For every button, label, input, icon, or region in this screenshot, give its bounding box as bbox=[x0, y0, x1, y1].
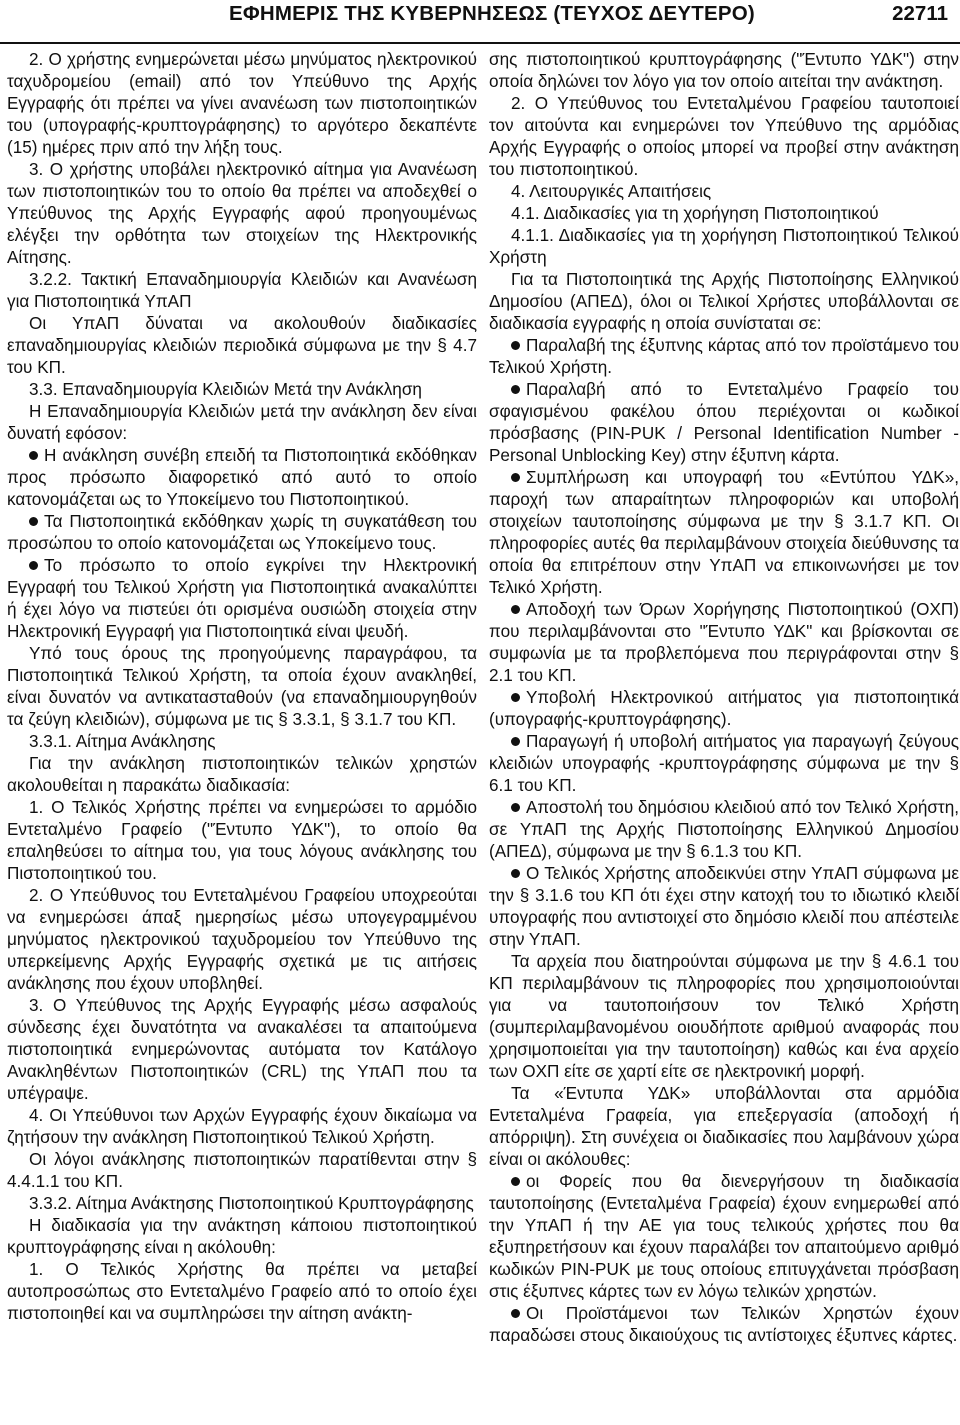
paragraph-text: Οι Προϊστάμενοι των Τελικών Χρηστών έχουν παραδώσει στους δικαιούχους τις αντίστοιχες έξυπνες κάρτες. bbox=[489, 1303, 959, 1345]
paragraph bbox=[7, 1258, 477, 1324]
paragraph-text: 3. Ο χρήστης υποβάλει ηλεκτρονικό αίτημα για Ανανέωση των πιστοποιητικών του το οποίο θα πρέπει να αποδεχθεί ο Υπεύθυνος της Αρχής Εγγραφής αφού προηγουμένως ελέγξει την ορθότητα των στοιχείων της Ηλεκτρονικής Αίτησης. bbox=[7, 159, 477, 267]
bullet-paragraph bbox=[489, 466, 959, 598]
paragraph-text: 3.2.2. Τακτική Επαναδημιουργία Κλειδιών και Ανανέωση για Πιστοποιητικά ΥπΑΠ bbox=[7, 269, 477, 311]
gazette-title: ΕΦΗΜΕΡΙΣ ΤΗΣ ΚΥΒΕΡΝΗΣΕΩΣ (ΤΕΥΧΟΣ ΔΕΥΤΕΡΟ) bbox=[229, 2, 755, 25]
paragraph-text: Υποβολή Ηλεκτρονικού αιτήματος για πιστοποιητικά (υπογραφής-κρυπτογράφησης). bbox=[489, 687, 959, 729]
paragraph-text: Για την ανάκληση πιστοποιητικών τελικών χρηστών ακολουθείται η παρακάτω διαδικασία: bbox=[7, 753, 477, 795]
paragraph bbox=[7, 752, 477, 796]
paragraph bbox=[7, 1214, 477, 1258]
paragraph-text: Οι λόγοι ανάκλησης πιστοποιητικών παρατίθενται στην § 4.4.1.1 του ΚΠ. bbox=[7, 1149, 477, 1191]
paragraph bbox=[489, 1082, 959, 1170]
bullet-paragraph bbox=[7, 554, 477, 642]
paragraph-text: Αποστολή του δημόσιου κλειδιού από τον Τελικό Χρήστη, σε ΥπΑΠ της Αρχής Πιστοποίησης Ελληνικού Δημοσίου (ΑΠΕΔ), σύμφωνα με την § 6.1.3 του ΚΠ. bbox=[489, 797, 959, 861]
paragraph-text: Η ανάκληση συνέβη επειδή τα Πιστοποιητικά εκδόθηκαν προς πρόσωπο διαφορετικό από αυτό το οποίο κατονομάζεται ως το Υποκείμενο του Πιστοποιητικού. bbox=[7, 445, 477, 509]
bullet-paragraph bbox=[489, 796, 959, 862]
paragraph bbox=[7, 1104, 477, 1148]
bullet-icon bbox=[511, 693, 520, 702]
page-number: 22711 bbox=[892, 2, 948, 25]
paragraph-text: Ο Τελικός Χρήστης αποδεικνύει στην ΥπΑΠ σύμφωνα με την § 3.1.6 του ΚΠ ότι έχει στην κατοχή του το ιδιωτικό κλειδί υπογραφής που αντιστοιχεί στο δημόσιο κλειδί που απέστειλε στην ΥπΑΠ. bbox=[489, 863, 959, 949]
bullet-icon bbox=[511, 385, 520, 394]
bullet-paragraph bbox=[489, 730, 959, 796]
paragraph bbox=[7, 400, 477, 444]
bullet-paragraph bbox=[7, 444, 477, 510]
paragraph-text: Αποδοχή των Όρων Χορήγησης Πιστοποιητικού (ΟΧΠ) που περιλαμβάνονται στο "Έντυπο ΥΔΚ" και βρίσκονται σε συμφωνία με τα προβλεπόμενα που περιγράφονται στην § 2.1 του ΚΠ. bbox=[489, 599, 959, 685]
bullet-paragraph bbox=[489, 1170, 959, 1302]
paragraph-text: Για τα Πιστοποιητικά της Αρχής Πιστοποίησης Ελληνικού Δημοσίου (ΑΠΕΔ), όλοι οι Τελικοί Χρήστες υποβάλλονται σε διαδικασία εγγραφής η οποία συνίσταται σε: bbox=[489, 269, 959, 333]
paragraph bbox=[7, 1192, 477, 1214]
paragraph bbox=[7, 268, 477, 312]
paragraph-text: Τα αρχεία που διατηρούνται σύμφωνα με την § 4.6.1 του ΚΠ περιλαμβάνουν τις πληροφορίες που χρησιμοποιούνται για να ταυτοποιήσουν τον Τελικό Χρήστη (συμπεριλαμβανομένου οιουδήποτε αριθμού αναφοράς που χρησιμοποιείται για την ταυτοποίηση) καθώς και ένα αρχείο των ΟΧΠ είτε σε χαρτί είτε σε ηλεκτρονική μορφή. bbox=[489, 951, 959, 1081]
right-column bbox=[489, 48, 959, 1346]
bullet-paragraph bbox=[489, 1302, 959, 1346]
paragraph-text: 1. Ο Τελικός Χρήστης θα πρέπει να μεταβεί αυτοπροσώπως στο Εντεταλμένο Γραφείο από το οποίο έχει πιστοποιηθεί και να συμπληρώσει την αίτηση ανάκτη- bbox=[7, 1259, 477, 1323]
paragraph-text: 3.3.1. Αίτημα Ανάκλησης bbox=[29, 731, 216, 751]
paragraph bbox=[489, 268, 959, 334]
paragraph bbox=[7, 378, 477, 400]
paragraph-text: Παραλαβή της έξυπνης κάρτας από τον προϊστάμενο του Τελικού Χρήστη. bbox=[489, 335, 959, 377]
bullet-icon bbox=[511, 803, 520, 812]
left-column bbox=[7, 48, 477, 1324]
paragraph-text: 4. Οι Υπεύθυνοι των Αρχών Εγγραφής έχουν δικαίωμα να ζητήσουν την ανάκληση Πιστοποιητικού Τελικού Χρήστη. bbox=[7, 1105, 477, 1147]
paragraph-text: 1. Ο Τελικός Χρήστης πρέπει να ενημερώσει το αρμόδιο Εντεταλμένο Γραφείο ("Έντυπο ΥΔΚ"), το οποίο θα επαληθεύσει το αίτημα του, για τους λόγους ανάκλησης του Πιστοποιητικού του. bbox=[7, 797, 477, 883]
paragraph-text: 3.3.2. Αίτημα Ανάκτησης Πιστοποιητικού Κρυπτογράφησης bbox=[29, 1193, 474, 1213]
paragraph-text: 2. Ο Υπεύθυνος του Εντεταλμένου Γραφείου ταυτοποιεί τον αιτούντα και ενημερώνει τον Υπεύθυνο της αρμόδιας Αρχής Εγγραφής ο οποίος μπορεί να προβεί στην ανάκτηση του πιστοποιητικού. bbox=[489, 93, 959, 179]
bullet-paragraph bbox=[489, 686, 959, 730]
paragraph bbox=[7, 642, 477, 730]
bullet-icon bbox=[511, 869, 520, 878]
paragraph-text: Παραγωγή ή υποβολή αιτήματος για παραγωγή ζεύγους κλειδιών υπογραφής -κρυπτογράφησης σύμφωνα με την § 6.1 του ΚΠ. bbox=[489, 731, 959, 795]
paragraph bbox=[7, 994, 477, 1104]
bullet-paragraph bbox=[489, 334, 959, 378]
bullet-icon bbox=[511, 605, 520, 614]
paragraph bbox=[489, 92, 959, 180]
paragraph bbox=[7, 796, 477, 884]
bullet-icon bbox=[29, 561, 38, 570]
bullet-paragraph bbox=[489, 378, 959, 466]
bullet-icon bbox=[29, 517, 38, 526]
paragraph-text: 3. Ο Υπεύθυνος της Αρχής Εγγραφής μέσω ασφαλούς σύνδεσης έχει δυνατότητα να ανακαλέσει τα απαιτούμενα πιστοποιητικά ενημερώνοντας αυτόματα τον Κατάλογο Ανακληθέντων Πιστοποιητικών (CRL) της ΥπΑΠ που τα υπέγραψε. bbox=[7, 995, 477, 1103]
paragraph bbox=[7, 730, 477, 752]
paragraph-text: Υπό τους όρους της προηγούμενης παραγράφου, τα Πιστοποιητικά Τελικού Χρήστη, τα οποία έχουν ανακληθεί, είναι δυνατόν να αντικατασταθούν (να επαναδημιουργηθούν τα ζεύγη κλειδιών), σύμφωνα με τις § 3.3.1, § 3.1.7 του ΚΠ. bbox=[7, 643, 477, 729]
paragraph bbox=[7, 1148, 477, 1192]
paragraph-text: 4. Λειτουργικές Απαιτήσεις bbox=[511, 181, 712, 201]
paragraph bbox=[489, 202, 959, 224]
paragraph-text: Οι ΥπΑΠ δύναται να ακολουθούν διαδικασίες επαναδημιουργίας κλειδιών περιοδικά σύμφωνα με την § 4.7 του ΚΠ. bbox=[7, 313, 477, 377]
paragraph bbox=[489, 950, 959, 1082]
bullet-icon bbox=[511, 473, 520, 482]
bullet-icon bbox=[511, 1309, 520, 1318]
paragraph-text: 3.3. Επαναδημιουργία Κλειδιών Μετά την Ανάκληση bbox=[29, 379, 422, 399]
paragraph-text: Η διαδικασία για την ανάκτηση κάποιου πιστοποιητικού κρυπτογράφησης είναι η ακόλουθη: bbox=[7, 1215, 477, 1257]
paragraph-text: οι Φορείς που θα διενεργήσουν τη διαδικασία ταυτοποίησης (Εντεταλμένα Γραφεία) έχουν ενημερωθεί από την ΥπΑΠ ή την ΑΕ για τους τελικούς χρήστες που θα εξυπηρετήσουν και έχουν παραλάβει τον απαιτούμενο αριθμό κωδικών PIN-PUK με τους οποίους επιτυγχάνεται πρόσβαση στις έξυπνες κάρτες των εν λόγω τελικών χρηστών. bbox=[489, 1171, 959, 1301]
paragraph-text: Το πρόσωπο το οποίο εγκρίνει την Ηλεκτρονική Εγγραφή του Τελικού Χρήστη για Πιστοποιητικά ανακαλύπτει ή έχει λόγο να πιστεύει ότι ορισμένα ουσιώδη στοιχεία στην Ηλεκτρονική Εγγραφή για Πιστοποιητικά είναι ψευδή. bbox=[7, 555, 477, 641]
bullet-icon bbox=[511, 737, 520, 746]
paragraph bbox=[489, 224, 959, 268]
bullet-paragraph bbox=[7, 510, 477, 554]
paragraph bbox=[7, 884, 477, 994]
bullet-paragraph bbox=[489, 862, 959, 950]
paragraph-text: 2. Ο χρήστης ενημερώνεται μέσω μηνύματος ηλεκτρονικού ταχυδρομείου (email) από τον Υπεύθυνο της Αρχής Εγγραφής ότι πρέπει να γίνει ανανέωση των πιστοποιητικών του (υπογραφής-κρυπτογράφησης) το αργότερο δεκαπέντε (15) ημέρες πριν από την λήξη τους. bbox=[7, 49, 477, 157]
paragraph bbox=[489, 48, 959, 92]
paragraph bbox=[7, 158, 477, 268]
paragraph-text: Τα «Έντυπα ΥΔΚ» υποβάλλονται στα αρμόδια Εντεταλμένα Γραφεία, για επεξεργασία (αποδοχή ή απόρριψη). Στη συνέχεια οι διαδικασίες που λαμβάνουν χώρα είναι οι ακόλουθες: bbox=[489, 1083, 959, 1169]
paragraph-text: σης πιστοποιητικού κρυπτογράφησης ("Έντυπο ΥΔΚ") στην οποία δηλώνει τον λόγο για τον οποίο αιτείται την ανάκτηση. bbox=[489, 49, 959, 91]
paragraph bbox=[7, 48, 477, 158]
paragraph bbox=[489, 180, 959, 202]
bullet-icon bbox=[511, 341, 520, 350]
paragraph-text: Παραλαβή από το Εντεταλμένο Γραφείο του σφαγισμένου φακέλου όπου περιέχονται οι κωδικοί πρόσβασης (PIN-PUK / Personal Identification Number - Personal Unblocking Key) στην έξυπνη κάρτα. bbox=[489, 379, 959, 465]
bullet-icon bbox=[29, 451, 38, 460]
paragraph-text: 2. Ο Υπεύθυνος του Εντεταλμένου Γραφείου υποχρεούται να ενημερώσει άπαξ ημερησίως μέσω υπογεγραμμένου μηνύματος ηλεκτρονικού ταχυδρομείου τον Υπεύθυνο της υπερκείμενης Αρχής Εγγραφής σχετικά με τις αιτήσεις ανάκλησης που έχουν υποβληθεί. bbox=[7, 885, 477, 993]
bullet-paragraph bbox=[489, 598, 959, 686]
paragraph bbox=[7, 312, 477, 378]
paragraph-text: 4.1.1. Διαδικασίες για τη χορήγηση Πιστοποιητικού Τελικού Χρήστη bbox=[489, 225, 959, 267]
paragraph-text: Τα Πιστοποιητικά εκδόθηκαν χωρίς τη συγκατάθεση του προσώπου το οποίο κατονομάζεται ως Υποκείμενο τους. bbox=[7, 511, 477, 553]
paragraph-text: Συμπλήρωση και υπογραφή του «Εντύπου ΥΔΚ», παροχή των απαραίτητων πληροφοριών και υποβολή στοιχείων ταυτοποίησης σύμφωνα με την § 3.1.7 ΚΠ. Οι πληροφορίες αυτές θα περιλαμβάνουν στοιχεία διεύθυνσης τα οποία θα επιτρέπουν στην ΥπΑΠ να επικοινωνήσει με τον Τελικό Χρήστη. bbox=[489, 467, 959, 597]
bullet-icon bbox=[511, 1177, 520, 1186]
paragraph-text: 4.1. Διαδικασίες για τη χορήγηση Πιστοποιητικού bbox=[511, 203, 879, 223]
page-header bbox=[0, 0, 960, 44]
paragraph-text: Η Επαναδημιουργία Κλειδιών μετά την ανάκληση δεν είναι δυνατή εφόσον: bbox=[7, 401, 477, 443]
